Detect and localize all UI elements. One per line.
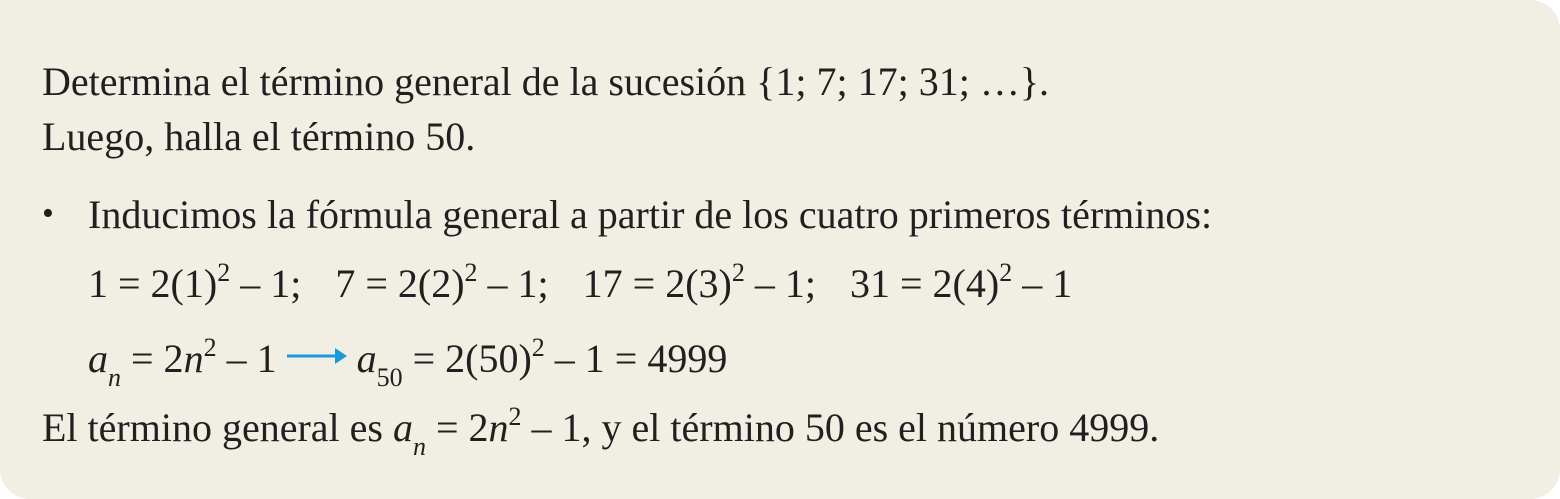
problem-statement-line2: Luego, halla el término 50. (42, 114, 476, 159)
conclusion: El término general es $a_n = 2n^2 - 1$, y el término 50 es el número 4999. (42, 402, 1160, 461)
formula-a50: a (356, 336, 377, 381)
bullet-item (42, 192, 1213, 237)
formula-50-subscript: 50 (376, 363, 403, 392)
equation-3: $17 = 2(3)^2 - 1$; (582, 258, 816, 306)
equation-1: $1 = 2(1)^2 - 1$; (88, 258, 302, 306)
equation-4: $31 = 2(4)^2 - 1$ (849, 258, 1073, 306)
problem-statement (42, 59, 1050, 104)
bullet-icon: • (42, 195, 54, 232)
equations-row (88, 258, 1073, 306)
bullet-text: Inducimos la fórmula general a partir de los cuatro primeros términos: (88, 192, 1213, 237)
equation-2: $7 = 2(2)^2 - 1$; (335, 258, 549, 306)
problem-text: Determina el término general de la sucesión (42, 59, 757, 104)
formula-a: a (88, 336, 108, 381)
sequence-set: {1; 7; 17; 31; …}. (756, 59, 1050, 104)
formula-n-subscript: n (108, 363, 121, 392)
right-arrow-icon (285, 336, 349, 376)
general-formula-row: $a_n = 2n^2 - 1$ $a_{50} = 2(50)^2 - 1 = 4999$ (88, 333, 728, 392)
